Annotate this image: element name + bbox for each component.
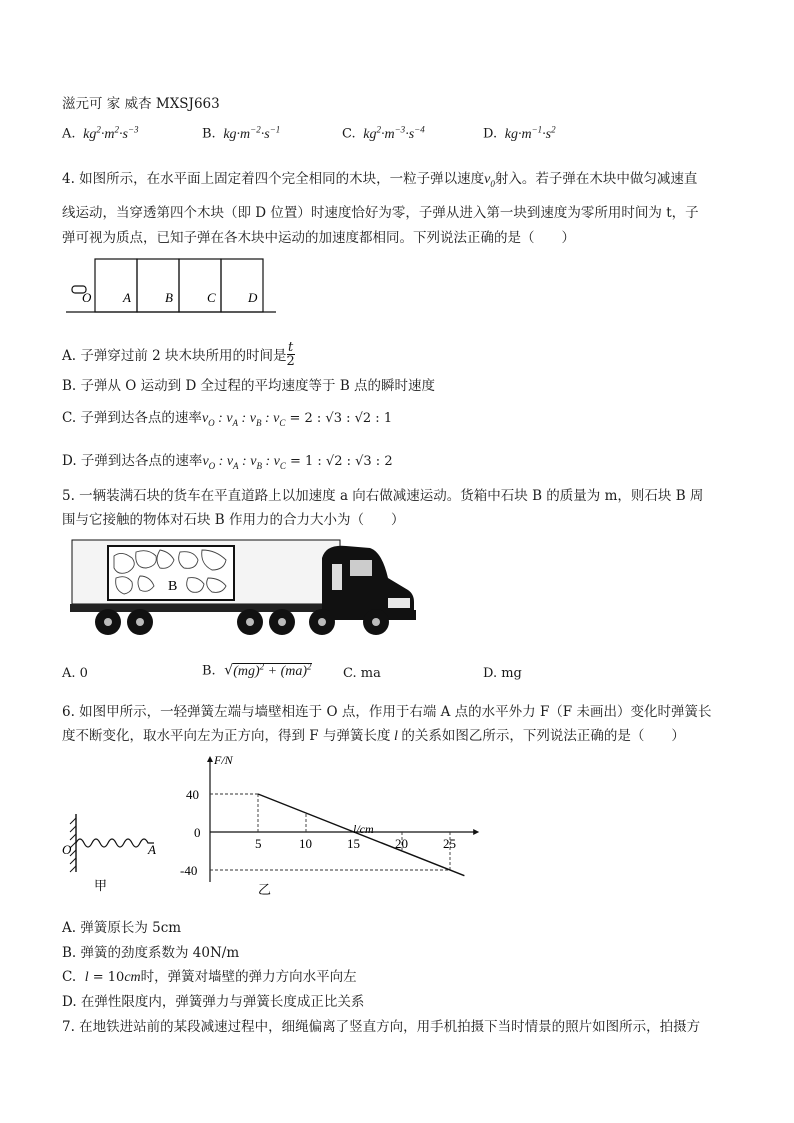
q5-option-d: D. mg	[483, 666, 522, 681]
q6-option-b: B. 弹簧的劲度系数为 40N/m	[62, 945, 240, 961]
q3-option-b: B. $kg\cdot m^{-2}\cdot s^{-1}$	[202, 124, 281, 142]
q5-truck-figure	[70, 538, 418, 644]
x-tick-label: 5	[255, 836, 262, 851]
fig-label-B: B	[165, 290, 173, 305]
chart-x-label: l/cm	[353, 822, 374, 836]
q6-option-a: A. 弹簧原长为 5cm	[62, 920, 182, 936]
q5-option-c: C. ma	[343, 666, 381, 681]
q5-stem-line2: 围与它接触的物体对石块 B 作用力的合力大小为（ ）	[62, 512, 405, 528]
q6-stem-line1: 6. 如图甲所示，一轻弹簧左端与墙壁相连于 O 点，作用于右端 A 点的水平外力 F（F 未画出）变化时弹簧长	[62, 704, 712, 720]
figure-yi-caption: 乙	[258, 882, 272, 897]
q3-option-c: C. $kg^2\cdot m^{-3}\cdot s^{-4}$	[342, 124, 425, 142]
spring-coil-icon	[76, 839, 154, 847]
q4-stem-line2: 线运动，当穿透第四个木块（即 D 位置）时速度恰好为零，子弹从进入第一块到速度为零所用时间为 t，子	[62, 205, 699, 221]
header-line: 滋元可 家 威杏 MXSJ663	[62, 96, 220, 112]
x-axis-arrow-icon	[473, 829, 479, 835]
spring-label-O: O	[62, 842, 72, 857]
q6-option-c-tail: 时，弹簧对墙壁的弹力方向水平向左	[140, 969, 357, 985]
q7-stem-line1: 7. 在地铁进站前的某段减速过程中，细绳偏离了竖直方向，用手机拍摄下当时情景的照片如图所示，拍摄方	[62, 1019, 701, 1035]
q6-stem-line2-text: 度不断变化，取水平向左为正方向，得到 F 与弹簧长度	[62, 728, 391, 744]
x-tick-label: 15	[347, 836, 360, 851]
q4-blocks-figure	[62, 256, 282, 318]
q6-option-c: C. l = 10cm时，弹簧对墙壁的弹力方向水平向左	[62, 969, 357, 985]
q6-spring-figure	[60, 810, 180, 900]
q6-stem-line2: 度不断变化，取水平向左为正方向，得到 F 与弹簧长度 l 的关系如图乙所示，下列说法正确的是（ ）	[62, 728, 685, 744]
q4-option-c-text: C. 子弹到达各点的速率	[62, 410, 202, 426]
q4-option-d-text: D. 子弹到达各点的速率	[62, 453, 203, 469]
figure-jia-caption: 甲	[94, 878, 108, 893]
y-tick-label: 0	[194, 825, 201, 840]
q4-option-a-text: A. 子弹穿过前 2 块木块所用的时间是	[62, 348, 287, 364]
q6-stem-line2-tail: 的关系如图乙所示，下列说法正确的是（ ）	[401, 728, 685, 744]
y-tick-label: 40	[186, 787, 199, 802]
fig-label-O: O	[82, 290, 92, 305]
fig-label-A: A	[123, 290, 131, 305]
q5-option-b-label: B.	[202, 663, 216, 679]
x-tick-label: 10	[299, 836, 312, 851]
q4-option-c: C. 子弹到达各点的速率$v_O$ : $v_A$ : $v_B$ : $v_C = 2$ : √3 : √2 : 1	[62, 410, 393, 428]
q3-option-a: A. $kg^2\cdot m^2\cdot s^{-3}$	[62, 124, 139, 142]
q4-option-a	[62, 336, 295, 372]
q5-option-a: A. 0	[62, 666, 88, 681]
chart-y-label: F/N	[214, 753, 233, 767]
y-tick-label: -40	[180, 863, 198, 878]
q4-stem-line1: 4. 如图所示，在水平面上固定着四个完全相同的木块，一粒子弹以速度$v_0$射入。若子弹在木块中做匀减速直	[62, 171, 698, 189]
q3-option-d-label: D.	[483, 126, 498, 142]
x-tick-label: 20	[395, 836, 408, 851]
q4-stem-line1-tail: 射入。若子弹在木块中做匀减速直	[494, 171, 698, 187]
q6-option-d: D. 在弹性限度内，弹簧弹力与弹簧长度成正比关系	[62, 994, 365, 1010]
q4-option-d: D. 子弹到达各点的速率$v_O$ : $v_A$ : $v_B$ : $v_C = 1$ : √2 : √3 : 2	[62, 453, 393, 471]
spring-label-A: A	[148, 842, 156, 857]
x-tick-label: 25	[443, 836, 456, 851]
q6-force-length-chart	[180, 752, 456, 902]
q4-stem-line3: 弹可视为质点，已知子弹在各木块中运动的加速度都相同。下列说法正确的是（ ）	[62, 230, 575, 246]
q3-option-b-label: B.	[202, 126, 216, 142]
q5-option-b: B. √(mg)$^2$ + (ma)$^2$	[202, 661, 312, 679]
q3-option-c-label: C.	[342, 126, 356, 142]
stone-B-label: B	[168, 579, 178, 594]
q4-option-b: B. 子弹从 O 运动到 D 全过程的平均速度等于 B 点的瞬时速度	[62, 378, 436, 394]
fig-label-D: D	[248, 290, 258, 305]
fig-label-C: C	[207, 290, 216, 305]
q3-option-d: D. $kg\cdot m^{-1}\cdot s^2$	[483, 124, 556, 142]
q5-stem-line1: 5. 一辆装满石块的货车在平直道路上以加速度 a 向右做减速运动。货箱中石块 B 的质量为 m，则石块 B 周	[62, 488, 704, 504]
fraction-t-over-2: $\frac{t}{2}$	[286, 339, 295, 369]
y-axis-arrow-icon	[207, 756, 213, 762]
q4-stem-line1-text: 4. 如图所示，在水平面上固定着四个完全相同的木块，一粒子弹以速度	[62, 171, 485, 187]
q3-option-a-label: A.	[62, 126, 76, 142]
